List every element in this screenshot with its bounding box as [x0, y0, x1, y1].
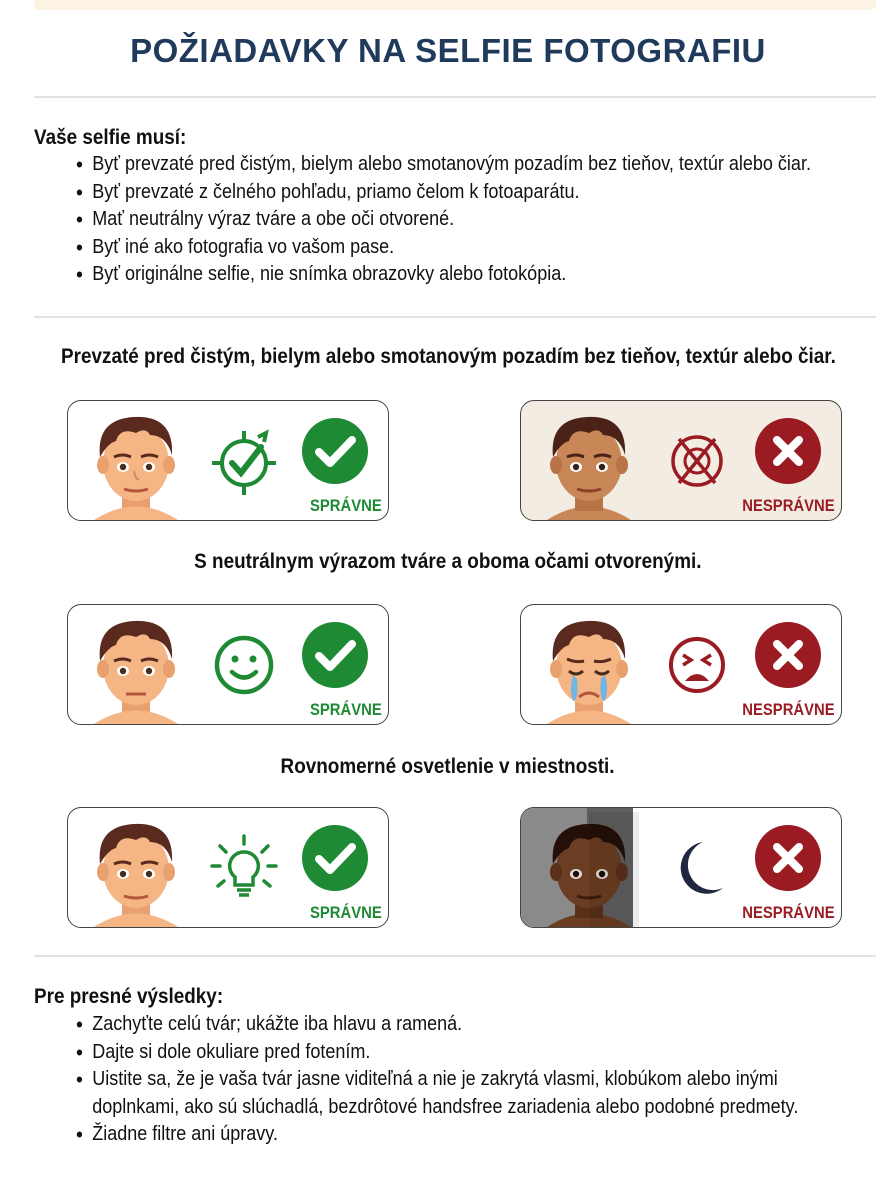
incorrect-label: NESPRÁVNE — [742, 497, 835, 515]
face-illustration — [539, 812, 639, 927]
moon-icon — [659, 830, 735, 906]
incorrect-example-card — [520, 400, 842, 521]
list-item-continuation: doplnkami, ako sú slúchadlá, bezdrôtové handsfree zariadenia alebo podobné predmety. — [92, 1095, 799, 1118]
list-item: • Zachyťte celú tvár; ukážte iba hlavu a ramená. — [76, 1011, 798, 1039]
correct-example-card — [67, 400, 389, 521]
list-item: • Byť prevzaté pred čistým, bielym alebo smotanovým pozadím bez tieňov, textúr alebo čiar. — [76, 151, 811, 179]
list-item: • Žiadne filtre ani úpravy. — [76, 1121, 798, 1149]
correct-label: SPRÁVNE — [310, 701, 382, 719]
cross-badge-icon — [754, 824, 822, 892]
face-illustration — [539, 609, 639, 724]
correct-label: SPRÁVNE — [310, 497, 382, 515]
incorrect-example-card — [520, 604, 842, 725]
incorrect-label: NESPRÁVNE — [742, 904, 835, 922]
incorrect-example-card — [520, 807, 842, 928]
list-item-text: Uistite sa, že je vaša tvár jasne viditeľná a nie je zakrytá vlasmi, klobúkom alebo inými — [92, 1068, 778, 1091]
example-heading: S neutrálnym výrazom tváre a oboma očami otvorenými. — [194, 550, 702, 573]
list-item: • Dajte si dole okuliare pred fotením. — [76, 1039, 798, 1067]
top-banner-strip — [34, 0, 876, 10]
check-badge-icon — [301, 824, 369, 892]
example-heading: Rovnomerné osvetlenie v miestnosti. — [280, 755, 615, 778]
correct-example-card — [67, 604, 389, 725]
divider — [34, 955, 876, 957]
example-heading: Prevzaté pred čistým, bielym alebo smotanovým pozadím bez tieňov, textúr alebo čiar. — [60, 345, 836, 368]
smiley-icon — [206, 627, 282, 703]
target-check-icon — [206, 423, 282, 499]
check-badge-icon — [301, 417, 369, 485]
divider — [34, 96, 876, 98]
requirements-heading: Vaše selfie musí: — [34, 126, 187, 149]
crossed-target-icon — [659, 423, 735, 499]
list-item — [76, 1066, 798, 1121]
tips-heading: Pre presné výsledky: — [34, 985, 224, 1008]
correct-label: SPRÁVNE — [310, 904, 382, 922]
list-item: • Byť prevzaté z čelného pohľadu, priamo čelom k fotoaparátu. — [76, 179, 811, 207]
cross-badge-icon — [754, 621, 822, 689]
tips-list — [76, 1011, 798, 1149]
list-item: • Byť originálne selfie, nie snímka obrazovky alebo fotokópia. — [76, 261, 811, 289]
requirements-list — [76, 151, 811, 289]
divider — [34, 316, 876, 318]
face-illustration — [86, 812, 186, 927]
face-illustration — [86, 609, 186, 724]
face-illustration — [539, 405, 639, 520]
list-item: • Byť iné ako fotografia vo vašom pase. — [76, 234, 811, 262]
check-badge-icon — [301, 621, 369, 689]
list-item: • Mať neutrálny výraz tváre a obe oči otvorené. — [76, 206, 811, 234]
face-illustration — [86, 405, 186, 520]
incorrect-label: NESPRÁVNE — [742, 701, 835, 719]
lightbulb-icon — [206, 830, 282, 906]
crying-face-icon — [659, 627, 735, 703]
page-title: POŽIADAVKY NA SELFIE FOTOGRAFIU — [130, 32, 766, 69]
cross-badge-icon — [754, 417, 822, 485]
correct-example-card — [67, 807, 389, 928]
